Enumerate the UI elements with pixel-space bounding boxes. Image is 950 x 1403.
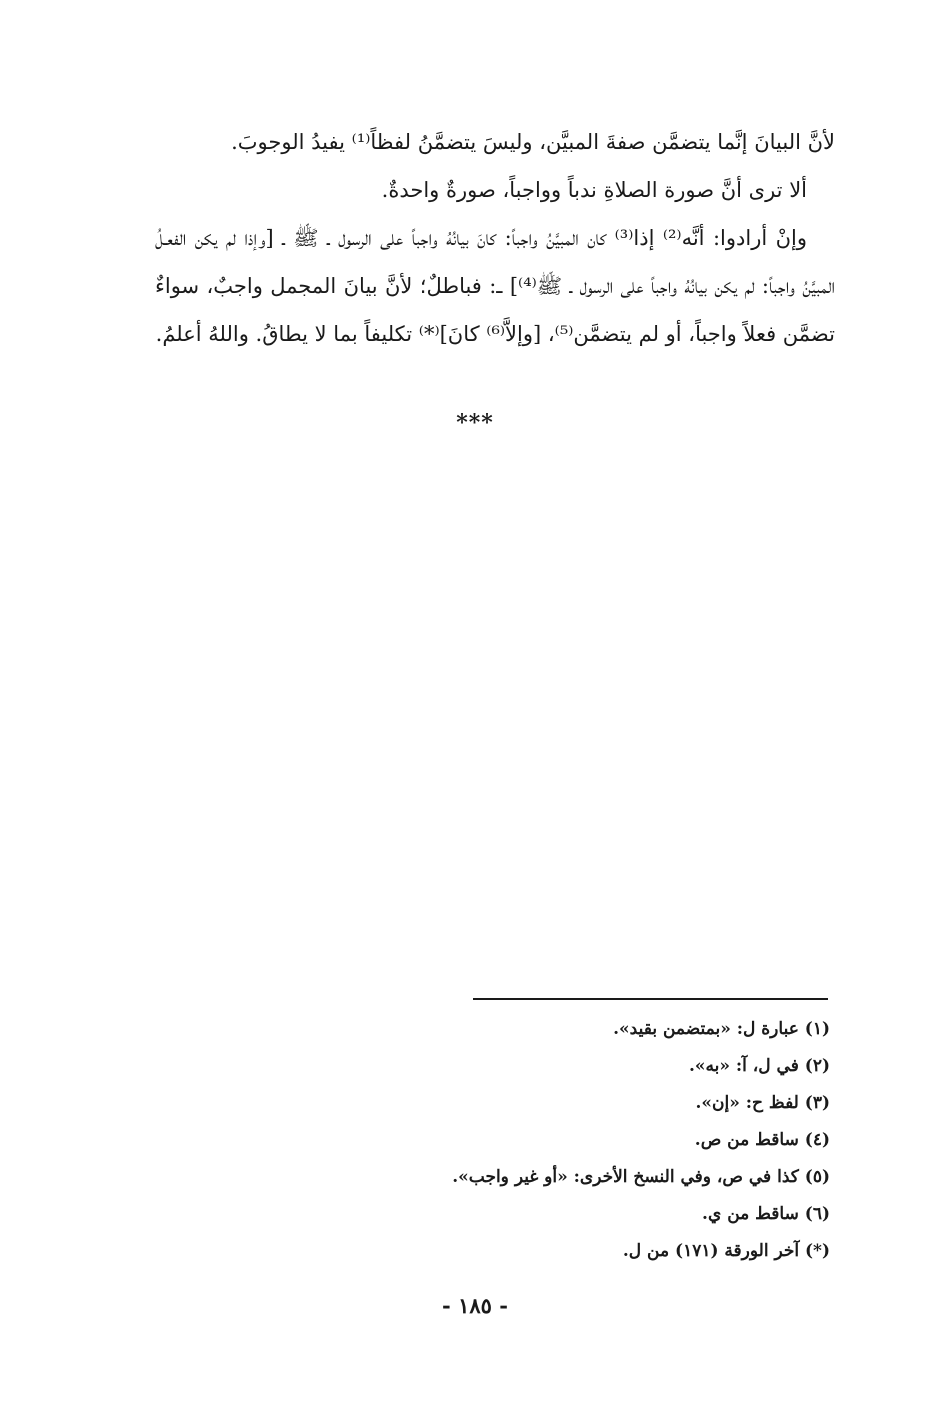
footnote-3: (٣) لفظ ح: «إن». xyxy=(695,1093,830,1113)
footnote-divider xyxy=(473,998,828,1000)
footnote-5: (٥) كذا في ص، وفي النسخ الأخرى: «أو غير واجب». xyxy=(452,1167,830,1187)
paragraph-3: وإنْ أرادوا: أنَّه⁽²⁾ إذا⁽³⁾ كان المبيَّنُ واجباً: كانَ بيانُهُ واجباً على الرسول ـ ﷺ ـ [وإذا لم يكن الفعـلُ المبيَّنُ واجباً: لم يكن بيانُهُ واجباً على الرسول ـ ﷺ⁽⁴⁾] ـ: فباطلٌ؛ لأنَّ بيانَ المجمل واجبٌ، سواءٌ تضمَّن فعلاً واجباً، أو لم يتضمَّن⁽⁵⁾، [وإلاَّ⁽⁶⁾ كانَ]⁽*⁾ تكليفاً بما لا يطاقُ. واللهُ أعلمُ. xyxy=(155,226,835,346)
footnote-2: (٢) في ل، آ: «به». xyxy=(688,1056,830,1076)
footnotes xyxy=(200,1011,830,1270)
section-separator: *** xyxy=(456,410,494,436)
page-number: - ١٨٥ - xyxy=(442,1293,508,1318)
footnote-star: (*) آخر الورقة (١٧١) من ل. xyxy=(622,1241,830,1261)
main-text xyxy=(155,118,835,358)
footnote-6: (٦) ساقط من ي. xyxy=(702,1204,830,1224)
paragraph-2: ألا ترى أنَّ صورة الصلاةِ ندباً وواجباً، صورةٌ واحدةٌ. xyxy=(381,178,807,202)
footnote-1: (١) عبارة ل: «بمتضمن بقيد». xyxy=(613,1019,830,1039)
footnote-4: (٤) ساقط من ص. xyxy=(694,1130,830,1150)
paragraph-1: لأنَّ البيانَ إنَّما يتضمَّن صفةَ المبيَّن، وليسَ يتضمَّنُ لفظاً⁽¹⁾ يفيدُ الوجوبَ. xyxy=(231,130,835,154)
